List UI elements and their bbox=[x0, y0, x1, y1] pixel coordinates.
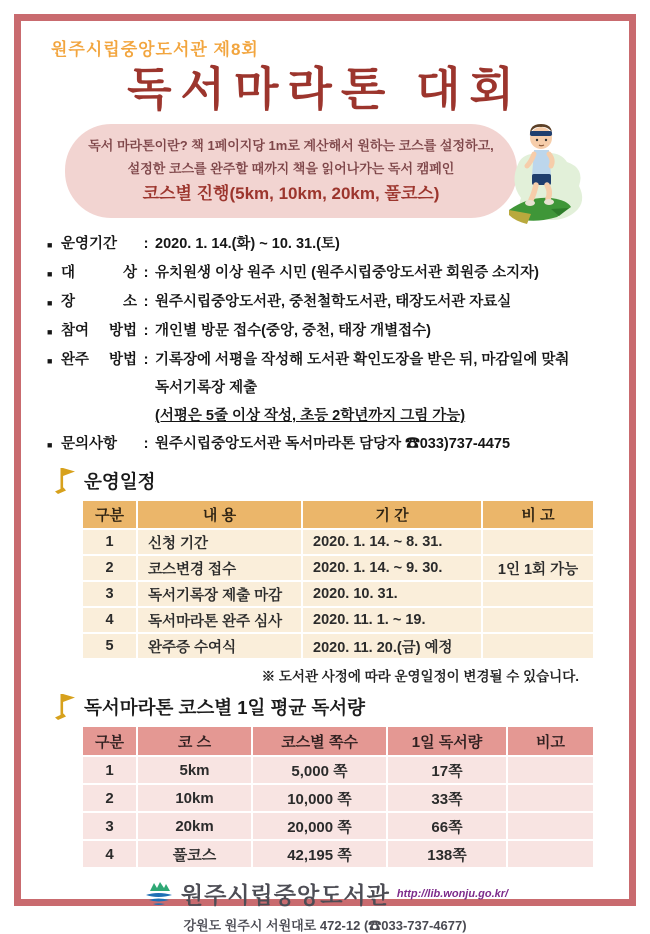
detail-label: 장 소 bbox=[61, 294, 137, 310]
detail-label: 문의사항 bbox=[61, 436, 118, 452]
detail-value-multiline bbox=[155, 346, 569, 430]
table-row: 4 풀코스 42,195 쪽 138쪽 bbox=[82, 840, 594, 868]
col-header: 기 간 bbox=[302, 500, 482, 529]
footer bbox=[39, 877, 611, 934]
table-row: 3 20km 20,000 쪽 66쪽 bbox=[82, 812, 594, 840]
table-row: 2 코스변경 접수 2020. 1. 14. ~ 9. 30. 1인 1회 가능 bbox=[82, 555, 594, 581]
detail-row-howto-join: ■ 참여 방법 : 개인별 방문 접수(중앙, 중천, 태장 개별접수) bbox=[47, 317, 611, 346]
poster-subtitle: 원주시립중앙도서관 제8회 bbox=[51, 40, 259, 59]
finish-line-2: 독서기록장 제출 bbox=[155, 380, 258, 396]
square-bullet-icon: ■ bbox=[47, 269, 53, 279]
col-header: 구분 bbox=[82, 500, 137, 529]
detail-label: 참여 방법 bbox=[61, 323, 137, 339]
running-boy-illustration bbox=[501, 112, 587, 228]
golf-flag-icon bbox=[55, 467, 76, 494]
col-header: 비고 bbox=[507, 726, 594, 756]
poster-frame bbox=[14, 14, 636, 933]
col-header: 코 스 bbox=[137, 726, 252, 756]
square-bullet-icon: ■ bbox=[47, 356, 53, 366]
footer-library-url: http://lib.wonju.go.kr/ bbox=[396, 887, 509, 900]
details-list bbox=[47, 230, 611, 459]
square-bullet-icon: ■ bbox=[47, 298, 53, 308]
detail-row-period: ■ 운영기간 : 2020. 1. 14.(화) ~ 10. 31.(토) bbox=[47, 230, 611, 259]
table-row: 2 10km 10,000 쪽 33쪽 bbox=[82, 784, 594, 812]
finish-line-3: (서평은 5줄 이상 작성, 초등 2학년까지 그림 가능) bbox=[155, 408, 466, 424]
detail-value: 유치원생 이상 원주 시민 (원주시립중앙도서관 회원증 소지자) bbox=[155, 265, 540, 281]
schedule-heading-text: 운영일정 bbox=[84, 470, 156, 492]
intro-line-3: 코스별 진행(5km, 10km, 20km, 풀코스) bbox=[142, 184, 440, 203]
intro-line-1: 독서 마라톤이란? 책 1페이지당 1m로 계산해서 원하는 코스를 설정하고, bbox=[88, 138, 494, 153]
schedule-section-heading bbox=[55, 467, 611, 494]
intro-zone bbox=[39, 122, 611, 222]
detail-value: 개인별 방문 접수(중앙, 중천, 태장 개별접수) bbox=[155, 323, 431, 339]
table-row: 1 신청 기간 2020. 1. 14. ~ 8. 31. bbox=[82, 529, 594, 555]
detail-row-howto-finish: ■ 완주 방법 : 기록장에 서평을 작성해 도서관 확인도장을 받은 뒤, 마감일에 맞춰 독서기록장 제출 (서평은 5줄 이상 작성, 초등 2학년까지 그림 가능) bbox=[47, 346, 611, 430]
schedule-header-row bbox=[82, 500, 594, 529]
mountain-and-water-logo-icon bbox=[142, 879, 174, 909]
col-header: 구분 bbox=[82, 726, 137, 756]
poster-title: 독서마라톤 대회 bbox=[127, 63, 523, 115]
schedule-note: ※ 도서관 사정에 따라 운영일정이 변경될 수 있습니다. bbox=[261, 669, 579, 684]
table-row: 1 5km 5,000 쪽 17쪽 bbox=[82, 756, 594, 784]
square-bullet-icon: ■ bbox=[47, 240, 53, 250]
square-bullet-icon: ■ bbox=[47, 440, 53, 450]
table-row: 3 독서기록장 제출 마감 2020. 10. 31. bbox=[82, 581, 594, 607]
intro-banner bbox=[65, 124, 517, 218]
detail-value: 원주시립중앙도서관 독서마라톤 담당자 ☎033)737-4475 bbox=[155, 436, 511, 452]
col-header: 비 고 bbox=[482, 500, 594, 529]
intro-line-2: 설정한 코스를 완주할 때까지 책을 읽어나가는 독서 캠페인 bbox=[127, 161, 455, 176]
detail-row-contact: ■ 문의사항 : 원주시립중앙도서관 독서마라톤 담당자 ☎033)737-4475 bbox=[47, 430, 611, 459]
square-bullet-icon: ■ bbox=[47, 327, 53, 337]
detail-value: 2020. 1. 14.(화) ~ 10. 31.(토) bbox=[155, 236, 340, 252]
col-header: 내 용 bbox=[137, 500, 302, 529]
detail-row-place: ■ 장 소 : 원주시립중앙도서관, 중천철학도서관, 태장도서관 자료실 bbox=[47, 288, 611, 317]
course-section-heading bbox=[55, 693, 611, 720]
footer-address: 강원도 원주시 서원대로 472-12 (☎033-737-4677) bbox=[183, 917, 467, 933]
col-header: 코스별 쪽수 bbox=[252, 726, 387, 756]
detail-label: 완주 방법 bbox=[61, 352, 137, 368]
table-row: 5 완주증 수여식 2020. 11. 20.(금) 예정 bbox=[82, 633, 594, 659]
course-table bbox=[81, 725, 595, 869]
table-row: 4 독서마라톤 완주 심사 2020. 11. 1. ~ 19. bbox=[82, 607, 594, 633]
schedule-table bbox=[81, 499, 595, 660]
finish-line-1: 기록장에 서평을 작성해 도서관 확인도장을 받은 뒤, 마감일에 맞춰 bbox=[155, 352, 570, 368]
course-header-row bbox=[82, 726, 594, 756]
detail-value: 원주시립중앙도서관, 중천철학도서관, 태장도서관 자료실 bbox=[155, 294, 512, 310]
detail-label: 운영기간 bbox=[61, 236, 118, 252]
detail-row-target: ■ 대 상 : 유치원생 이상 원주 시민 (원주시립중앙도서관 회원증 소지자) bbox=[47, 259, 611, 288]
golf-flag-icon bbox=[55, 693, 76, 720]
footer-library-name: 원주시립중앙도서관 bbox=[180, 882, 390, 908]
col-header: 1일 독서량 bbox=[387, 726, 507, 756]
detail-label: 대 상 bbox=[61, 265, 137, 281]
course-heading-text: 독서마라톤 코스별 1일 평균 독서량 bbox=[84, 696, 366, 718]
